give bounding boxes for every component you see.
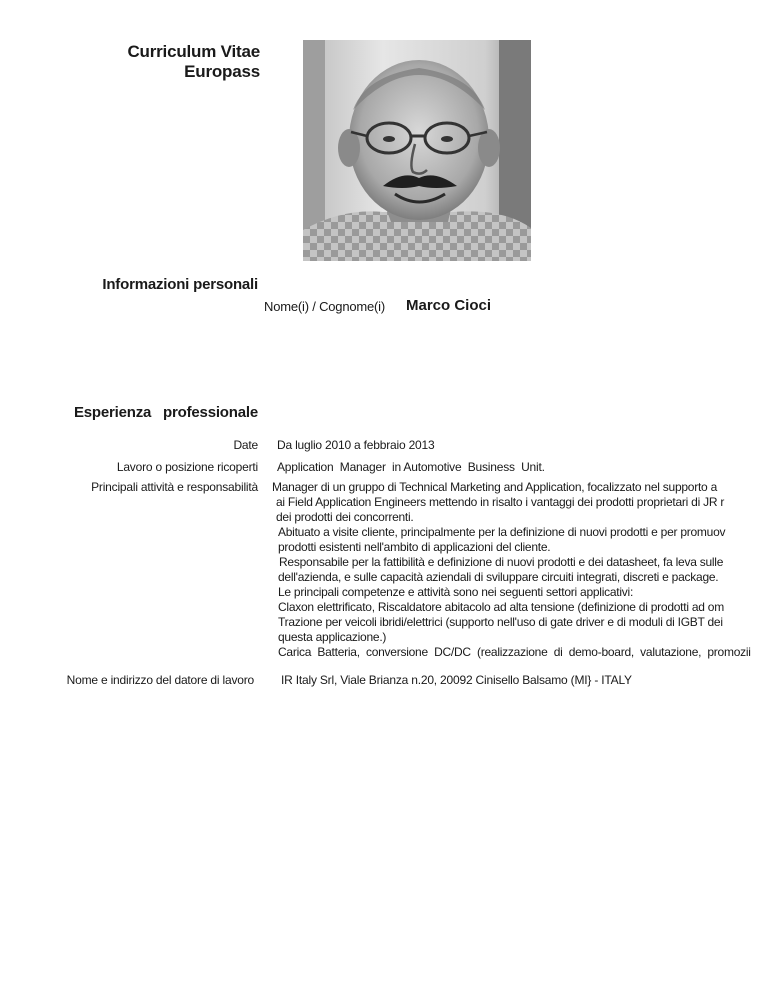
duties-text — [272, 480, 768, 660]
full-name: Marco Cioci — [406, 297, 492, 314]
duties-line: Trazione per veicoli ibridi/elettrici (supporto nell'uso di gate driver e di moduli di IGBT dei — [278, 615, 723, 629]
cv-title-line2: Europass — [184, 62, 260, 81]
duties-line: Claxon elettrificato, Riscaldatore abitacolo ad alta tensione (definizione di prodotti ad om — [278, 600, 724, 614]
personal-info-heading: Informazioni personali — [102, 276, 258, 293]
duties-line: Abituato a visite cliente, principalmente per la definizione di nuovi prodotti e per promuov — [278, 525, 726, 539]
duties-line: dell'azienda, e sulle capacità aziendali di sviluppare circuiti integrati, discreti e package. — [278, 570, 719, 584]
duties-line: ai Field Application Engineers mettendo in risalto i vantaggi dei prodotti proprietari di JR r — [276, 495, 725, 509]
experience-heading: Esperienza professionale — [73, 404, 258, 421]
duties-line: questa applicazione.) — [278, 630, 387, 644]
cv-title-line1: Curriculum Vitae — [127, 42, 260, 61]
employer-value: IR Italy Srl, Viale Brianza n.20, 20092 Cinisello Balsamo (MI} - ITALY — [281, 673, 632, 687]
duties-line: Manager di un gruppo di Technical Marketing and Application, focalizzato nel supporto a — [272, 480, 717, 494]
duties-line: Carica Batteria, conversione DC/DC (realizzazione di demo-board, valutazione, promozii — [278, 645, 751, 659]
position-label: Lavoro o posizione ricoperti — [116, 460, 258, 474]
cv-title — [127, 42, 260, 82]
name-label: Nome(i) / Cognome(i) — [264, 299, 385, 314]
position-value: Application Manager in Automotive Business Unit. — [277, 460, 545, 474]
duties-line: Responsabile per la fattibilità e definizione di nuovi prodotti e dei datasheet, fa leva sulle — [279, 555, 724, 569]
duties-line: prodotti esistenti nell'ambito di applicazioni del cliente. — [278, 540, 551, 554]
date-value: Da luglio 2010 a febbraio 2013 — [277, 438, 435, 452]
duties-line: Le principali competenze e attività sono nei seguenti settori applicativi: — [278, 585, 634, 599]
duties-label: Principali attività e responsabilità — [91, 480, 258, 494]
profile-photo — [303, 40, 531, 261]
date-label: Date — [233, 438, 258, 452]
employer-label: Nome e indirizzo del datore di lavoro — [66, 673, 254, 687]
duties-line: dei prodotti dei concorrenti. — [276, 510, 414, 524]
